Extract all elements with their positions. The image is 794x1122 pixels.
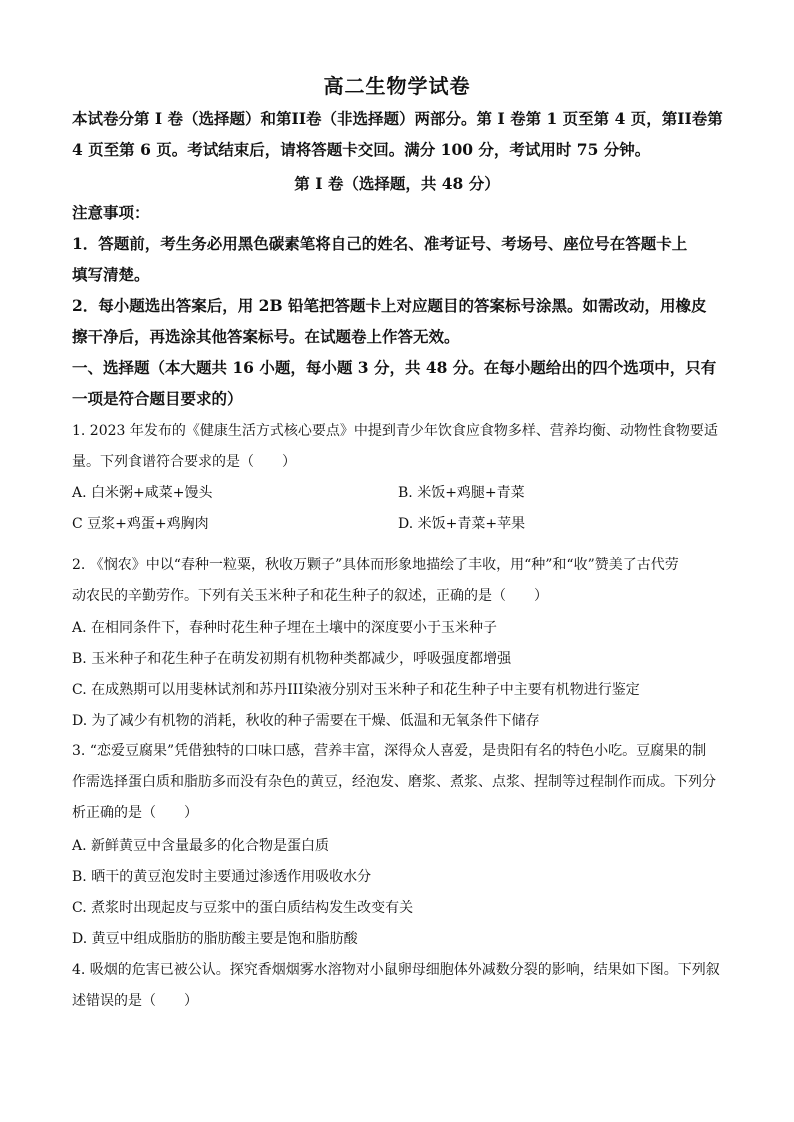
- question-3-option-d: D. 黄豆中组成脂肪的脂肪酸主要是饱和脂肪酸: [72, 931, 358, 947]
- note-2-line-1: 2．每小题选出答案后，用 2B 铅笔把答题卡上对应题目的答案标号涂黑。如需改动，用橡皮: [72, 296, 707, 315]
- question-4-line-2: 述错误的是（ ）: [72, 993, 198, 1009]
- question-2-stem: [72, 550, 724, 612]
- question-2-option-b: B. 玉米种子和花生种子在萌发初期有机物种类都减少，呼吸强度都增强: [72, 651, 512, 667]
- question-3-line-3: 析正确的是（ ）: [72, 805, 198, 821]
- question-1-line-1: 1. 2023 年发布的《健康生活方式核心要点》中提到青少年饮食应食物多样、营养均衡、动物性食物要适: [72, 423, 718, 439]
- question-1-option-d: D. 米饭+青菜+苹果: [398, 516, 526, 532]
- part1-heading: 第 I 卷（选择题，共 48 分）: [294, 174, 500, 193]
- note-2-line-2: 擦干净后，再选涂其他答案标号。在试题卷上作答无效。: [72, 327, 460, 346]
- question-1-option-b: B. 米饭+鸡腿+青菜: [398, 485, 525, 501]
- question-3-line-2: 作需选择蛋白质和脂肪多而没有杂色的黄豆，经泡发、磨浆、煮浆、点浆、捏制等过程制作而成。下列分: [72, 774, 716, 790]
- question-2-option-a: A. 在相同条件下，春种时花生种子埋在土壤中的深度要小于玉米种子: [72, 620, 498, 636]
- exam-title: 高二生物学试卷: [323, 74, 471, 98]
- note-1-line-1: 1．答题前，考生务必用黑色碳素笔将自己的姓名、准考证号、考场号、座位号在答题卡上: [72, 234, 688, 253]
- question-2-line-1: 2. 《悯农》中以“春种一粒粟，秋收万颗子”具体而形象地描绘了丰收，用“种”和“收”赞美了古代劳: [72, 557, 679, 573]
- question-3-option-a: A. 新鲜黄豆中含量最多的化合物是蛋白质: [72, 838, 330, 854]
- question-4-stem: [72, 955, 724, 1017]
- notes-heading: 注意事项：: [72, 203, 150, 222]
- intro-line-1: 本试卷分第 I 卷（选择题）和第II卷（非选择题）两部分。第 I 卷第 1 页至第 4 页，第II卷第: [72, 109, 723, 128]
- question-1-option-c: C 豆浆+鸡蛋+鸡胸肉: [72, 516, 209, 532]
- question-2-line-2: 动农民的辛勤劳作。下列有关玉米种子和花生种子的叙述，正确的是（ ）: [72, 588, 548, 604]
- question-1-option-a: A. 白米粥+咸菜+馒头: [72, 485, 213, 501]
- question-3-line-1: 3. “恋爱豆腐果”凭借独特的口味口感，营养丰富，深得众人喜爱，是贵阳有名的特色小吃。豆腐果的制: [72, 743, 707, 759]
- section1-line-2: 一项是符合题目要求的）: [72, 389, 243, 408]
- note-1-line-2: 填写清楚。: [72, 265, 150, 284]
- question-1-stem: [72, 416, 724, 478]
- question-3-option-b: B. 晒干的黄豆泡发时主要通过渗透作用吸收水分: [72, 869, 372, 885]
- question-3-option-c: C. 煮浆时出现起皮与豆浆中的蛋白质结构发生改变有关: [72, 900, 414, 916]
- question-1-line-2: 量。下列食谱符合要求的是（ ）: [72, 454, 296, 470]
- notes-section: [72, 197, 724, 414]
- question-2-option-d: D. 为了减少有机物的消耗，秋收的种子需要在干燥、低温和无氧条件下储存: [72, 713, 540, 729]
- question-3-stem: [72, 736, 724, 829]
- section1-line-1: 一、选择题（本大题共 16 小题，每小题 3 分，共 48 分。在每小题给出的四个选项中，只有: [72, 358, 717, 377]
- question-4-line-1: 4. 吸烟的危害已被公认。探究香烟烟雾水溶物对小鼠卵母细胞体外减数分裂的影响，结果如下图。下列叙: [72, 962, 720, 978]
- intro-line-2: 4 页至第 6 页。考试结束后，请将答题卡交回。满分 100 分，考试用时 75 分钟。: [72, 140, 651, 159]
- question-2-option-c: C. 在成熟期可以用斐林试剂和苏丹III染液分别对玉米种子和花生种子中主要有机物进行鉴定: [72, 682, 640, 698]
- intro-paragraph: [72, 103, 724, 165]
